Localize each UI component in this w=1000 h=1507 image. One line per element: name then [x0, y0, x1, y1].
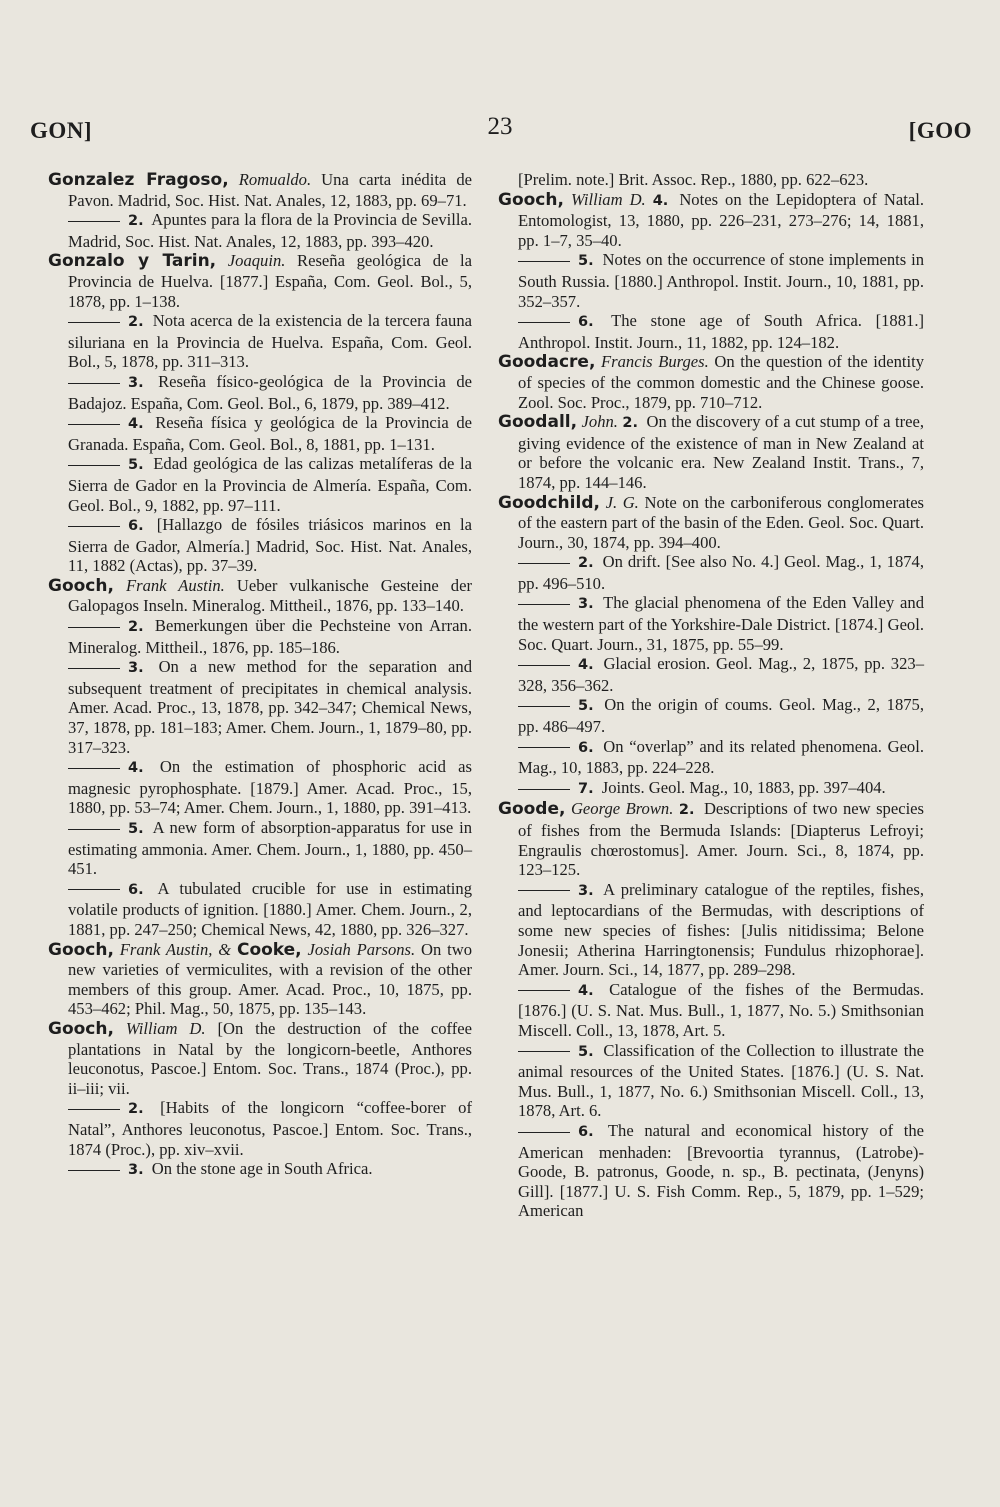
entry-number: 4.	[578, 982, 594, 999]
bibliography-subentry	[48, 657, 472, 757]
bibliography-subentry	[498, 593, 924, 654]
page-number: 23	[487, 113, 513, 140]
author-surname: Gonzalez Fragoso,	[48, 170, 229, 190]
right-column	[498, 170, 924, 1221]
entry-number: 2.	[678, 802, 695, 819]
author-given-name: J. G.	[605, 492, 639, 512]
entry-text: [Prelim. note.] Brit. Assoc. Rep., 1880, pp. 622–623.	[518, 170, 869, 189]
ditto-dash	[518, 563, 570, 564]
entry-text: Descriptions of two new species of fishes from the Bermuda Islands: [Diapterus Lefroyi; Engraulis chœrostomus]. Amer. Journ. Sci., 8, 1874, pp. 123–125.	[518, 799, 925, 880]
entry-number: 2.	[128, 1101, 144, 1118]
bibliography-subentry	[48, 372, 472, 413]
author-given-name: Josiah Parsons.	[307, 939, 416, 959]
entry-number: 5.	[578, 1043, 594, 1060]
ditto-dash	[68, 1109, 120, 1110]
bibliography-entry	[48, 170, 472, 210]
bibliography-subentry	[498, 980, 924, 1041]
bibliography-subentry	[48, 616, 472, 657]
ditto-dash	[518, 990, 570, 991]
entry-number: 3.	[128, 1162, 144, 1179]
entry-text: A preliminary catalogue of the reptiles, fishes, and leptocardians of the Bermudas, with descriptions of some new species of fishes: [Julis nitidissima; Belone Jonesii; Atherina Harringtonensis; Fundulus rhizophorae]. Amer. Journ. Sci., 14, 1877, pp. 289–298.	[518, 879, 925, 980]
entry-number: 3.	[128, 374, 144, 391]
ditto-dash	[518, 1051, 570, 1052]
entry-number: 2.	[622, 415, 639, 432]
entry-text: Glacial erosion. Geol. Mag., 2, 1875, pp. 323–328, 356–362.	[518, 654, 924, 695]
running-head-left: GON]	[30, 118, 93, 143]
entry-text: A tubulated crucible for use in estimating volatile products of ignition. [1880.] Amer. Chem. Journ., 2, 1881, pp. 247–250; Chemical News, 42, 1880, pp. 326–327.	[68, 878, 473, 939]
running-head-right: [GOO	[908, 118, 972, 143]
author-given-name: Francis Burges.	[601, 352, 709, 372]
entry-number: 6.	[128, 881, 144, 898]
entry-text: Classification of the Collection to illustrate the animal resources of the United States. [1876.] (U. S. Nat. Mus. Bull., 1, 1877, No. 6.) Smithsonian Miscell. Coll., 13, 1878, Art. 6.	[518, 1040, 924, 1121]
entry-text: Joints. Geol. Mag., 10, 1883, pp. 397–404.	[601, 777, 886, 797]
ditto-dash	[68, 526, 120, 527]
author-given-name: John.	[581, 412, 618, 432]
author-given-name: Joaquin.	[227, 251, 286, 271]
entry-number: 6.	[578, 1123, 594, 1140]
ditto-dash	[518, 747, 570, 748]
ditto-dash	[68, 221, 120, 222]
left-column	[48, 170, 472, 1181]
entry-text: The natural and economical history of the American menhaden: [Brevoortia tyrannus, (Latrobe)-Goode, B. patronus, Goode, n. sp., B. pectinata, (Jenyns) Gill]. [1877.] U. S. Fish Comm. Rep., 5, 1879, pp. 1–529; American	[518, 1120, 925, 1221]
entry-text: Apuntes para la flora de la Provincia de Sevilla. Madrid, Soc. Hist. Nat. Anales, 12, 1883, pp. 393–420.	[68, 210, 472, 251]
bibliography-entry	[498, 799, 924, 879]
bibliography-subentry	[498, 1121, 924, 1221]
entry-number: 7.	[578, 780, 594, 797]
bibliography-subentry	[48, 1159, 472, 1181]
entry-text: Nota acerca de la existencia de la tercera fauna siluriana en la Provincia de Huelva. España, Com. Geol. Bol., 5, 1878, pp. 311–313.	[68, 311, 472, 372]
author-surname: Gooch,	[48, 939, 114, 960]
bibliography-subentry	[498, 654, 924, 695]
bibliography-entry	[48, 1019, 472, 1098]
entry-number: 6.	[128, 518, 144, 535]
ditto-dash	[68, 889, 120, 890]
ditto-dash	[68, 1170, 120, 1171]
entry-text: On two new varieties of vermiculites, with a revision of the other members of this group. Amer. Acad. Proc., 10, 1875, pp. 453–462; Phil. Mag., 50, 1875, pp. 135–143.	[68, 939, 472, 1019]
author-given-name: William D.	[125, 1018, 206, 1038]
bibliography-entry	[498, 190, 924, 251]
entry-text: On the question of the identity of species of the common domestic and the Chinese goose. Zool. Soc. Proc., 1879, pp. 710–712.	[518, 352, 924, 412]
ditto-dash	[518, 789, 570, 790]
entry-text: Ueber vulkanische Gesteine der Galopagos Inseln. Mineralog. Mittheil., 1876, pp. 133–140.	[68, 575, 472, 616]
entry-number: 5.	[578, 698, 594, 715]
author-surname: Gooch,	[48, 575, 114, 596]
ditto-dash	[68, 768, 120, 769]
entry-text: Notes on the occurrence of stone implements in South Russia. [1880.] Anthropol. Instit. Journ., 10, 1881, pp. 352–357.	[518, 250, 924, 311]
author-given-name: William D.	[570, 189, 646, 209]
bibliography-subentry	[48, 757, 472, 818]
bibliography-subentry	[498, 737, 924, 778]
entry-number: 4.	[128, 760, 144, 777]
ditto-dash	[518, 1132, 570, 1133]
continued-entry	[498, 170, 924, 190]
ditto-dash	[68, 627, 120, 628]
entry-text: Catalogue of the fishes of the Bermudas. [1876.] (U. S. Nat. Mus. Bull., 1, 1877, No. 5.) Smithsonian Miscell. Coll., 13, 1878, Art. 5.	[518, 979, 924, 1040]
author-surname: Goode,	[498, 799, 566, 820]
bibliography-subentry	[48, 311, 472, 372]
entry-text: Una carta inédita de Pavon. Madrid, Soc. Hist. Nat. Anales, 12, 1883, pp. 69–71.	[68, 170, 473, 210]
entry-text: On drift. [See also No. 4.] Geol. Mag., 1, 1874, pp. 496–510.	[518, 552, 924, 593]
author-given-name: Frank Austin, &	[119, 939, 232, 959]
author-surname: Gooch,	[498, 189, 564, 210]
bibliography-subentry	[48, 818, 472, 879]
entry-text: On the estimation of phosphoric acid as magnesic pyrophosphate. [1879.] Amer. Acad. Proc., 15, 1880, pp. 53–74; Amer. Chem. Journ., 1, 1880, pp. 391–413.	[68, 757, 472, 818]
entry-number: 6.	[578, 739, 594, 756]
bibliography-entry	[498, 412, 924, 492]
entry-number: 5.	[128, 457, 144, 474]
entry-text: [Hallazgo de fósiles triásicos marinos en la Sierra de Gador, Almería.] Madrid, Soc. Hist. Nat. Anales, 11, 1882 (Actas), pp. 37–39.	[68, 515, 472, 576]
bibliography-entry	[48, 251, 472, 311]
bibliography-subentry	[48, 515, 472, 576]
bibliography-subentry	[498, 778, 924, 800]
entry-number: 4.	[578, 657, 594, 674]
author-given-name: Frank Austin.	[125, 575, 225, 595]
entry-number: 5.	[578, 253, 594, 270]
author-given-name: Romualdo.	[238, 170, 312, 189]
entry-number: 3.	[578, 882, 594, 899]
author-given-name: George Brown.	[570, 799, 674, 819]
entry-number: 3.	[128, 660, 144, 677]
entry-number: 6.	[578, 314, 594, 331]
entry-text: Edad geológica de las calizas metalíferas de la Sierra de Gador en la Provincia de Almería. España, Com. Geol. Bol., 9, 1882, pp. 97–111.	[68, 454, 472, 515]
bibliography-subentry	[48, 210, 472, 251]
ditto-dash	[68, 322, 120, 323]
entry-number: 5.	[128, 821, 144, 837]
entry-text: On the discovery of a cut stump of a tree, giving evidence of the existence of man in New Zealand at or before the volcanic era. New Zealand Instit. Trans., 7, 1874, pp. 144–146.	[518, 412, 924, 492]
entry-number: 4.	[652, 192, 669, 209]
entry-text: The glacial phenomena of the Eden Valley and the western part of the Yorkshire-Dale District. [1874.] Geol. Soc. Quart. Journ., 31, 1875, pp. 55–99.	[518, 593, 924, 654]
bibliography-subentry	[498, 552, 924, 593]
entry-text: [Habits of the longicorn “coffee-borer of Natal”, Anthores leuconotus, Pascoe.] Entom. Soc. Trans., 1874 (Proc.), pp. xiv–xvii.	[68, 1098, 472, 1159]
entry-text: On a new method for the separation and subsequent treatment of precipitates in chemical analysis. Amer. Acad. Proc., 13, 1878, pp. 342–347; Chemical News, 37, 1878, pp. 181–183; Amer. Chem. Journ., 1, 1879–80, pp. 317–323.	[68, 657, 472, 757]
entry-number: 2.	[128, 314, 144, 331]
entry-number: 4.	[128, 416, 144, 433]
ditto-dash	[68, 383, 120, 384]
entry-text: On the origin of coums. Geol. Mag., 2, 1875, pp. 486–497.	[518, 695, 924, 737]
entry-text: The stone age of South Africa. [1881.] Anthropol. Instit. Journ., 11, 1882, pp. 124–182.	[518, 311, 924, 352]
entry-text: Bemerkungen über die Pechsteine von Arran. Mineralog. Mittheil., 1876, pp. 185–186.	[68, 616, 472, 657]
ditto-dash	[518, 890, 570, 891]
bibliography-subentry	[48, 1098, 472, 1159]
ditto-dash	[518, 665, 570, 666]
bibliography-subentry	[498, 311, 924, 352]
author-surname: Gooch,	[48, 1018, 114, 1039]
author-surname: Cooke,	[236, 939, 302, 960]
entry-number: 2.	[578, 555, 594, 572]
bibliography-subentry	[48, 879, 472, 940]
entry-text: On the stone age in South Africa.	[151, 1159, 373, 1179]
ditto-dash	[518, 322, 570, 323]
author-surname: Goodall,	[498, 412, 578, 433]
entry-text: Reseña geológica de la Provincia de Huelva. [1877.] España, Com. Geol. Bol., 5, 1878, pp. 1–138.	[68, 251, 472, 311]
entry-number: 2.	[128, 619, 144, 636]
ditto-dash	[518, 706, 570, 707]
bibliography-subentry	[498, 250, 924, 311]
bibliography-subentry	[498, 695, 924, 736]
entry-number: 3.	[578, 596, 594, 613]
bibliography-subentry	[48, 413, 472, 454]
entry-text: On “overlap” and its related phenomena. Geol. Mag., 10, 1883, pp. 224–228.	[518, 736, 924, 778]
bibliography-entry	[48, 940, 472, 1019]
ditto-dash	[68, 668, 120, 669]
author-surname: Gonzalo y Tarin,	[48, 251, 217, 272]
entry-text: Note on the carboniferous conglomerates of the eastern part of the basin of the Eden. Geol. Soc. Quart. Journ., 30, 1874, pp. 394–400.	[518, 492, 925, 552]
author-surname: Goodacre,	[498, 352, 596, 373]
entry-text: A new form of absorption-apparatus for use in estimating ammonia. Amer. Chem. Journ., 1, 1880, pp. 450–451.	[68, 818, 473, 879]
ditto-dash	[68, 465, 120, 466]
bibliography-subentry	[48, 454, 472, 515]
bibliography-entry	[498, 352, 924, 412]
ditto-dash	[518, 261, 570, 262]
author-surname: Goodchild,	[498, 492, 600, 513]
bibliography-entry	[498, 493, 924, 553]
entry-number: 2.	[128, 213, 144, 230]
bibliography-subentry	[498, 880, 924, 980]
bibliography-subentry	[498, 1041, 924, 1121]
entry-text: Notes on the Lepidoptera of Natal. Entomologist, 13, 1880, pp. 226–231, 273–276; 14, 1881, pp. 1–7, 35–40.	[518, 189, 924, 250]
entry-text: Reseña físico-geológica de la Provincia de Badajoz. España, Com. Geol. Bol., 6, 1879, pp. 389–412.	[68, 371, 472, 413]
ditto-dash	[68, 829, 120, 830]
ditto-dash	[68, 424, 120, 425]
bibliography-entry	[48, 576, 472, 616]
entry-text: [On the destruction of the coffee plantations in Natal by the longicorn-beetle, Anthores leuconotus, Pascoe.] Entom. Soc. Trans., 1874 (Proc.), pp. ii–iii; vii.	[68, 1018, 472, 1098]
ditto-dash	[518, 604, 570, 605]
entry-text: Reseña física y geológica de la Provincia de Granada. España, Com. Geol. Bol., 8, 1881, pp. 1–131.	[68, 413, 472, 454]
